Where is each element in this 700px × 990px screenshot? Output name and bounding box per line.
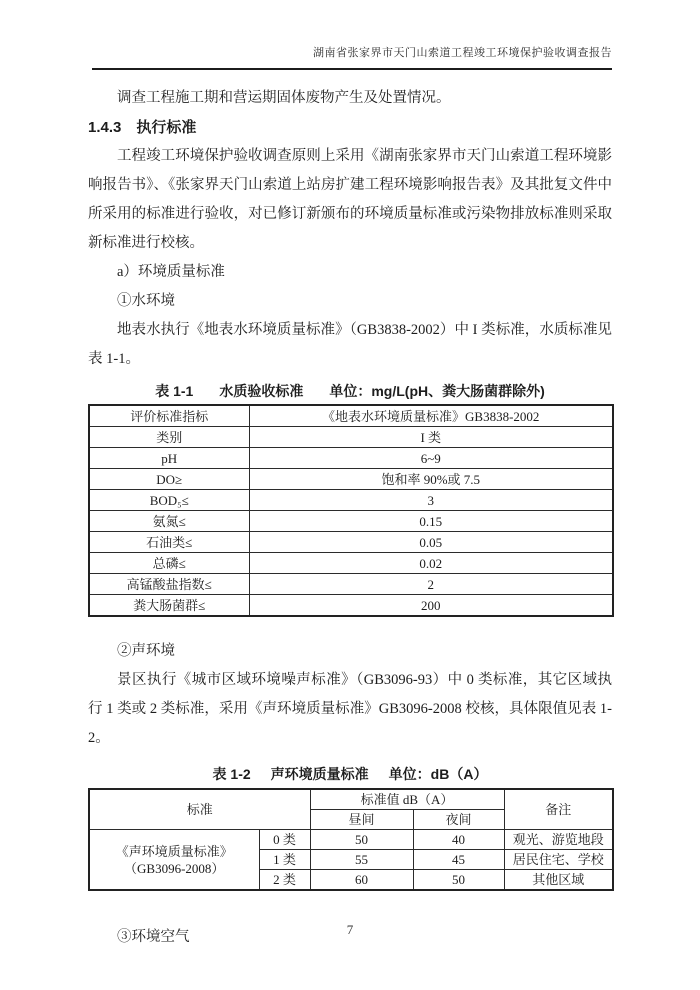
value-cell: 0.02 <box>249 553 613 574</box>
table-row <box>89 574 613 595</box>
table-row <box>89 532 613 553</box>
night-value-cell: 40 <box>413 830 504 850</box>
table-row <box>89 448 613 469</box>
table-row <box>89 405 613 427</box>
section-heading-1-4-3: 1.4.3 执行标准 <box>88 119 197 136</box>
heading-noise-environment: ②声环境 <box>117 643 175 659</box>
heading-water-environment: ①水环境 <box>117 293 175 309</box>
table2-title-name: 声环境质量标准 <box>270 766 369 782</box>
day-value-cell: 55 <box>310 850 413 870</box>
param-cell: BOD₅≤ <box>89 490 249 511</box>
class-cell: 2 类 <box>259 870 310 891</box>
running-header: 湖南省张家界市天门山索道工程竣工环境保护验收调查报告 <box>313 47 612 59</box>
header-day: 昼间 <box>310 810 413 830</box>
param-cell: 类别 <box>89 427 249 448</box>
class-cell: 1 类 <box>259 850 310 870</box>
water-quality-standards-table <box>88 404 614 617</box>
class-cell: 0 类 <box>259 830 310 850</box>
table-row <box>89 553 613 574</box>
table1-title-unit: 单位：mg/L(pH、粪大肠菌群除外) <box>329 383 545 399</box>
header-standard: 标准 <box>89 789 310 830</box>
table1-title <box>88 380 612 402</box>
value-cell: 0.15 <box>249 511 613 532</box>
remark-cell: 其他区域 <box>504 870 613 891</box>
paragraph-intro: 调查工程施工期和营运期固体废物产生及处置情况。 <box>117 90 451 106</box>
value-cell: 《地表水环境质量标准》GB3838-2002 <box>249 405 613 427</box>
value-cell: 3 <box>249 490 613 511</box>
header-rule <box>92 68 612 70</box>
value-cell: I 类 <box>249 427 613 448</box>
header-value-group: 标准值 dB（A） <box>310 789 504 810</box>
paragraph-noise: 景区执行《城市区域环境噪声标准》（GB3096-93）中 0 类标准，其它区域执行 1 类或 2 类标准，采用《声环境质量标准》GB3096-2008 校核，具体限值见表 1-2。 <box>88 672 612 746</box>
table-row <box>89 490 613 511</box>
param-cell: 氨氮≤ <box>89 511 249 532</box>
remark-cell: 观光、游览地段 <box>504 830 613 850</box>
param-cell: 总磷≤ <box>89 553 249 574</box>
table1-title-name: 水质验收标准 <box>219 383 304 399</box>
heading-air-environment: ③环境空气 <box>117 929 190 945</box>
night-value-cell: 45 <box>413 850 504 870</box>
param-cell: pH <box>89 448 249 469</box>
page-number: 7 <box>346 922 354 937</box>
table-row <box>89 469 613 490</box>
standard-name-line1: 《声环境质量标准》 <box>115 843 233 859</box>
table-row <box>89 830 613 850</box>
param-cell: 石油类≤ <box>89 532 249 553</box>
param-cell: 高锰酸盐指数≤ <box>89 574 249 595</box>
table2-title <box>88 763 612 785</box>
paragraph-water: 地表水执行《地表水环境质量标准》（GB3838-2002）中 I 类标准，水质标准见表 1-1。 <box>88 322 612 367</box>
value-cell: 0.05 <box>249 532 613 553</box>
table-header-row <box>89 789 613 810</box>
param-cell: 粪大肠菌群≤ <box>89 595 249 617</box>
table2-title-label: 表 1-2 <box>212 766 251 782</box>
day-value-cell: 50 <box>310 830 413 850</box>
value-cell: 2 <box>249 574 613 595</box>
param-cell: 评价标准指标 <box>89 405 249 427</box>
value-cell: 饱和率 90%或 7.5 <box>249 469 613 490</box>
table-row <box>89 511 613 532</box>
remark-cell: 居民住宅、学校 <box>504 850 613 870</box>
standard-name-cell <box>89 830 259 891</box>
table-row <box>89 595 613 617</box>
table1-title-label: 表 1-1 <box>155 383 194 399</box>
table-row <box>89 427 613 448</box>
value-cell: 6~9 <box>249 448 613 469</box>
header-remark: 备注 <box>504 789 613 830</box>
header-night: 夜间 <box>413 810 504 830</box>
param-cell: DO≥ <box>89 469 249 490</box>
standard-name-line2: （GB3096-2008） <box>124 860 225 876</box>
paragraph-standards: 工程竣工环境保护验收调查原则上采用《湖南张家界市天门山索道工程环境影响报告书》、《张家界天门山索道上站房扩建工程环境影响报告表》及其批复文件中所采用的标准进行验收，对已修订新颁布的环境质量标准或污染物排放标准则采取新标准进行校核。 <box>88 148 612 251</box>
day-value-cell: 60 <box>310 870 413 891</box>
heading-environment-quality: a）环境质量标准 <box>117 264 225 280</box>
value-cell: 200 <box>249 595 613 617</box>
night-value-cell: 50 <box>413 870 504 891</box>
table2-title-unit: 单位：dB（A） <box>388 766 488 782</box>
noise-standards-table <box>88 788 614 891</box>
